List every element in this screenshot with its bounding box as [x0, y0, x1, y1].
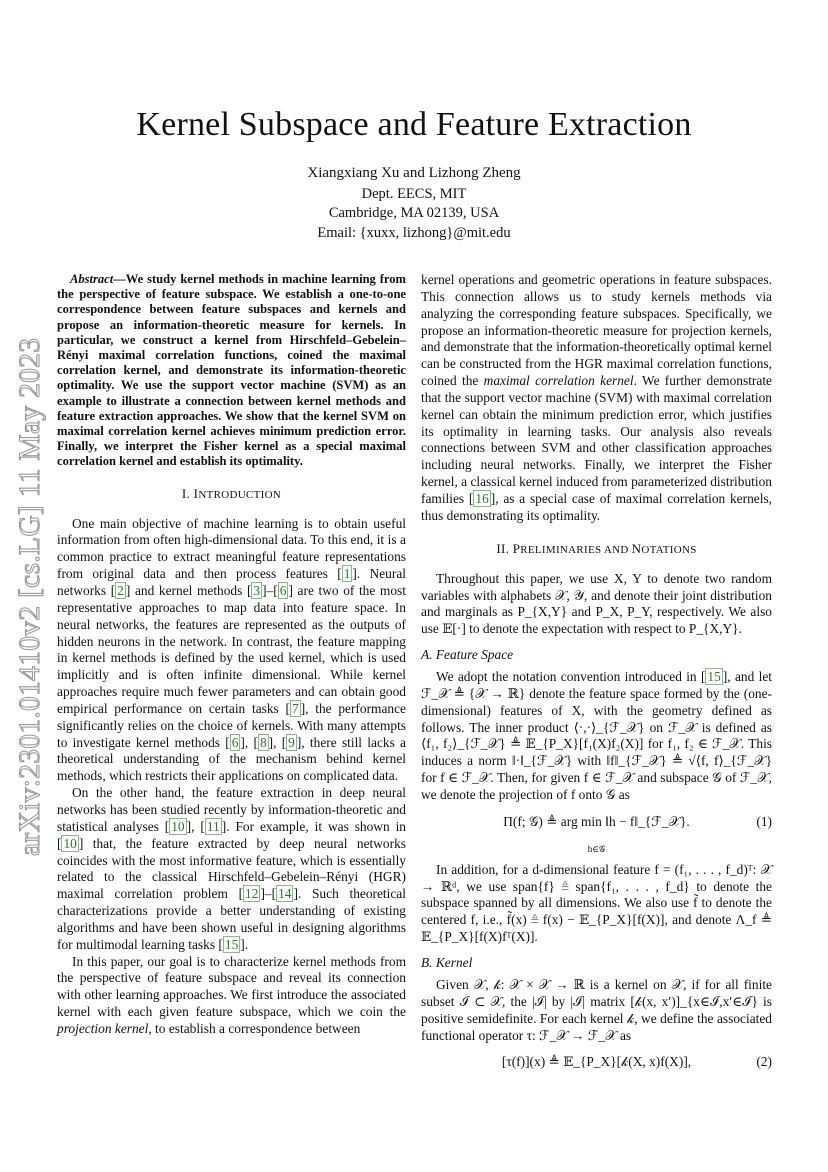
citation-link[interactable]: 10 [63, 835, 77, 851]
equation-number: (2) [756, 1054, 772, 1070]
citation-link[interactable]: 15 [707, 669, 721, 685]
author-block [0, 164, 828, 243]
affiliation: Dept. EECS, MIT [361, 185, 467, 202]
arxiv-stamp: arXiv:2301.01410v2 [cs.LG] 11 May 2023 [14, 337, 46, 856]
abstract-text: —We study kernel methods in machine learning from the perspective of feature subspace. We establish a one-to-one correspondence between feature subspaces and kernels and propose an information-theoretic measure for kernels. In particular, we construct a kernel from Hirschfeld–Gebelein–Rényi maximal correlation functions, coined the maximal correlation kernel, and demonstrate its information-theoretic optimality. We use the support vector machine (SVM) as an example to illustrate a connection between kernel methods and feature extraction approaches. We show that the kernel SVM on maximal correlation kernel achieves minimum prediction error. Finally, we interpret the Fisher kernel as a special maximal correlation kernel and establish its optimality. [57, 272, 406, 469]
citation-link[interactable]: 11 [206, 818, 220, 834]
feature-space-paragraph: We adopt the notation convention introduced in [ 15 ], and let ℱ_𝒳 ≜ {𝒳 → ℝ} denote the feature space formed by the (one-dimensional) features of X, with the geometry defined as follows. The inner product ⟨·,·⟩_{ℱ_𝒳} on ℱ_𝒳 is defined as ⟨f₁, f₂⟩_{ℱ_𝒳} ≜ 𝔼_{P_X}[f₁(X)f₂(X)] for f₁, f₂ ∈ ℱ_𝒳. This induces a norm ‖·‖_{ℱ_𝒳} with ‖f‖_{ℱ_𝒳} ≜ √⟨f, f⟩_{ℱ_𝒳} for f ∈ ℱ_𝒳. Then, for given f ∈ ℱ_𝒳 and subspace 𝒢 of ℱ_𝒳, we denote the projection of f onto 𝒢 as [421, 669, 772, 802]
citation-link[interactable]: 8 [259, 734, 267, 750]
citation-link[interactable]: 10 [171, 818, 185, 834]
kernel-paragraph: Given 𝒳, 𝓀: 𝒳 × 𝒳 → ℝ is a kernel on 𝒳, if for all finite subset ℐ ⊂ 𝒳, the |ℐ| by |ℐ| matrix [𝓀(x, x′)]_{x∈ℐ,x′∈ℐ} is positive semidefinite. For each kernel 𝓀, we define the associated functional operator τ: ℱ_𝒳 → ℱ_𝒳 as [421, 977, 772, 1043]
citation-link[interactable]: 16 [475, 490, 489, 506]
citation-link[interactable]: 15 [224, 936, 239, 952]
email: Email: {xuxx, lizhong}@mit.edu [317, 224, 511, 241]
paper-title: Kernel Subspace and Feature Extraction [136, 106, 692, 143]
feature-space-paragraph-2: In addition, for a d-dimensional feature f = (f₁, . . . , f_d)ᵀ: 𝒳 → ℝᵈ, we use span{f} ≜ span{f₁, . . . , f_d} to denote the subspace spanned by all dimensions. We also use f̃ to denote the centered f, i.e., f̃(x) ≜ f(x) − 𝔼_{P_X}[f(X)], and denote Λ_f ≜ 𝔼_{P_X}[f(X)fᵀ(X)]. [421, 861, 772, 945]
section-heading-preliminaries: II. PRELIMINARIES AND NOTATIONS [496, 540, 697, 556]
prelim-paragraph-1: Throughout this paper, we use X, Y to denote two random variables with alphabets 𝒳, 𝒴, and denote their joint distribution and marginals as P_{X,Y} and P_X, P_Y, respectively. We also use 𝔼[·] to denote the expectation with respect to P_{X,Y}. [421, 570, 772, 637]
intro-paragraph-3: In this paper, our goal is to characterize kernel methods from the perspective of feature subspace and reveal its connection with other learning approaches. We first introduce the associated kernel with each given feature subspace, which we coin the projection kernel, to establish a correspondence between [57, 953, 406, 1036]
section-heading-introduction: I. INTRODUCTION [181, 485, 282, 501]
subsection-heading-feature-space: A. Feature Space [421, 647, 514, 663]
equation-number: (1) [756, 813, 772, 829]
left-column [57, 272, 406, 1038]
citation-link[interactable]: 6 [231, 734, 239, 750]
citation-link[interactable]: 1 [343, 566, 351, 582]
citation-link[interactable]: 7 [291, 700, 299, 716]
equation-1: Π(f; 𝒢) ≜ arg min ‖h − f‖_{ℱ_𝒳}. h∈𝒢 (1) [503, 813, 772, 854]
abstract [57, 272, 406, 470]
citation-link[interactable]: 14 [278, 886, 292, 902]
address: Cambridge, MA 02139, USA [328, 205, 500, 221]
citation-link[interactable]: 2 [117, 583, 124, 599]
intro-paragraph-3-continued: kernel operations and geometric operations in feature subspaces. This connection allows us to study kernels methods via analyzing the corresponding feature subspaces. Specifically, we propose an information-theoretic measure for projection kernels, and demonstrate that the information-theoretically optimal kernel can be constructed from the HGR maximal correlation functions, coined the maximal correlation kernel. We further demonstrate that the support vector machine (SVM) with maximal correlation kernel can obtain the minimum prediction error, which justifies its optimality in learning tasks. Our analysis also reveals connections between SVM and other classification approaches including neural networks. Finally, we interpret the Fisher kernel, a classical kernel induced from parameterized distribution families [ 16 ], as a special case of maximal correlation kernels, thus demonstrating its optimality. [421, 272, 773, 523]
citation-link[interactable]: 3 [253, 583, 261, 599]
abstract-label: Abstract [70, 272, 114, 286]
intro-paragraph-1: One main objective of machine learning is to obtain useful information from often high-dimensional data. To this end, it is a common practice to extract meaningful feature representations from original data and then process features [ 1 ]. Neural networks [ 2 ] and kernel methods [ 3 ]–[ 6 ] are two of the most representative approaches to map data into feature space. In neural networks, the features are represented as the outputs of hidden neurons in the network. In contrast, the feature mapping in kernel methods is defined by the used kernel, which is used implicitly and is often infinite dimensional. While kernel approaches require much fewer parameters and can obtain good empirical performance on certain tasks [ 7 ], the performance significantly relies on the choice of kernels. With many attempts to investigate kernel methods [ 6 ], [ 8 ], [ 9 ], there still lacks a theoretical understanding of the mechanism behind kernel methods, which restricts their applications on complicated data. [57, 515, 406, 784]
right-column [421, 272, 772, 1080]
author-names: Xiangxiang Xu and Lizhong Zheng [307, 165, 521, 181]
citation-link[interactable]: 6 [279, 583, 287, 599]
subsection-heading-kernel: B. Kernel [421, 955, 473, 970]
intro-paragraph-2: On the other hand, the feature extraction in deep neural networks has been studied recently by information-theoretic and statistical analyses [ 10 ], [ 11 ]. For example, it was shown in [ 10 ] that, the feature extracted by deep neural networks coincides with the most informative feature, which is essentially related to the classical Hirschfeld–Gebelein–Rényi (HGR) maximal correlation problem [ 12 ]–[ 14 ]. Such theoretical characterizations provide a better understanding of existing algorithms and have been shown useful in designing algorithms for multimodal learning tasks [ 15 ]. [57, 785, 406, 952]
equation-2: [τ(f)](x) ≜ 𝔼_{P_X}[𝓀(X, x)f(X)], (2) [421, 1052, 772, 1072]
citation-link[interactable]: 12 [245, 886, 259, 902]
citation-link[interactable]: 9 [288, 734, 295, 750]
